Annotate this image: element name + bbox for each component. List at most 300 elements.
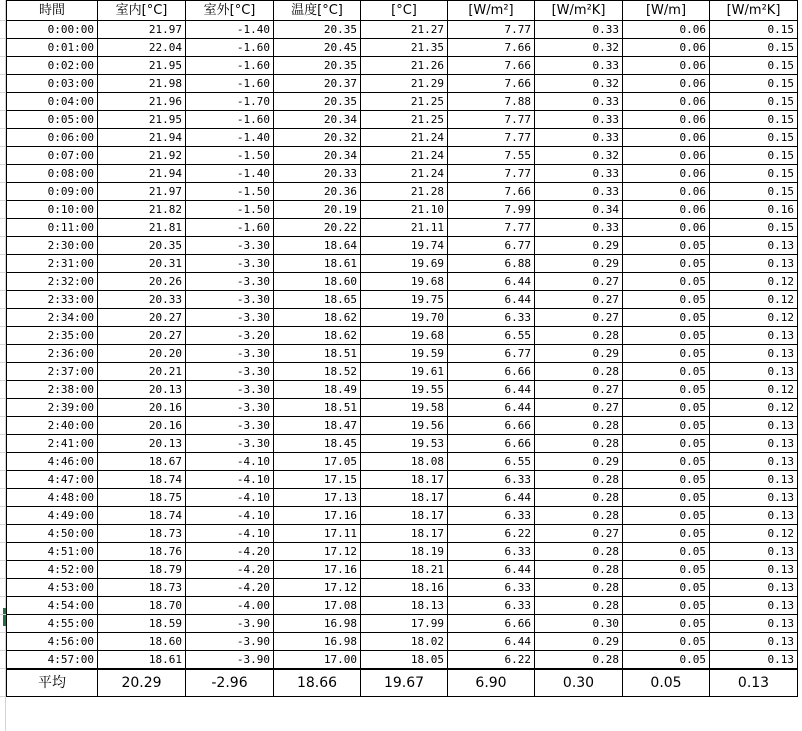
value-cell[interactable]: 6.66 [448,363,535,381]
value-cell[interactable]: 17.16 [274,507,361,525]
time-cell[interactable]: 2:35:00 [7,327,98,345]
value-cell[interactable]: 21.25 [361,111,448,129]
column-header[interactable]: [W/m²K] [535,1,623,21]
value-cell[interactable]: 21.10 [361,201,448,219]
value-cell[interactable]: -1.50 [186,201,274,219]
value-cell[interactable]: 6.88 [448,255,535,273]
value-cell[interactable]: 0.06 [623,75,710,93]
value-cell[interactable]: 18.16 [361,579,448,597]
value-cell[interactable]: 0.05 [623,579,710,597]
value-cell[interactable]: 0.15 [710,75,798,93]
value-cell[interactable]: 0.05 [623,363,710,381]
value-cell[interactable]: 20.36 [274,183,361,201]
value-cell[interactable]: 0.13 [710,633,798,651]
value-cell[interactable]: 21.81 [98,219,186,237]
value-cell[interactable]: 21.25 [361,93,448,111]
value-cell[interactable]: 0.15 [710,165,798,183]
value-cell[interactable]: 18.73 [98,525,186,543]
value-cell[interactable]: 6.44 [448,399,535,417]
value-cell[interactable]: 0.15 [710,111,798,129]
value-cell[interactable]: 18.59 [98,615,186,633]
time-cell[interactable]: 2:39:00 [7,399,98,417]
value-cell[interactable]: -4.20 [186,579,274,597]
value-cell[interactable]: 18.17 [361,507,448,525]
value-cell[interactable]: 7.66 [448,57,535,75]
value-cell[interactable]: 7.77 [448,111,535,129]
time-cell[interactable]: 2:40:00 [7,417,98,435]
value-cell[interactable]: 6.66 [448,417,535,435]
value-cell[interactable]: 0.13 [710,453,798,471]
value-cell[interactable]: 21.28 [361,183,448,201]
value-cell[interactable]: 0.15 [710,21,798,39]
value-cell[interactable]: 0.13 [710,237,798,255]
value-cell[interactable]: 21.29 [361,75,448,93]
value-cell[interactable]: 6.44 [448,561,535,579]
average-cell[interactable]: 19.67 [361,669,448,697]
value-cell[interactable]: 19.68 [361,273,448,291]
value-cell[interactable]: 17.12 [274,543,361,561]
value-cell[interactable]: 18.67 [98,453,186,471]
average-cell[interactable]: -2.96 [186,669,274,697]
time-cell[interactable]: 2:32:00 [7,273,98,291]
value-cell[interactable]: 21.24 [361,129,448,147]
value-cell[interactable]: 22.04 [98,39,186,57]
time-cell[interactable]: 0:01:00 [7,39,98,57]
value-cell[interactable]: 20.19 [274,201,361,219]
value-cell[interactable]: 0.12 [710,525,798,543]
value-cell[interactable]: 6.22 [448,525,535,543]
value-cell[interactable]: 0.05 [623,345,710,363]
value-cell[interactable]: -1.60 [186,219,274,237]
time-cell[interactable]: 2:30:00 [7,237,98,255]
value-cell[interactable]: 6.77 [448,345,535,363]
value-cell[interactable]: 19.59 [361,345,448,363]
value-cell[interactable]: 0.05 [623,525,710,543]
value-cell[interactable]: 20.27 [98,327,186,345]
value-cell[interactable]: 21.92 [98,147,186,165]
value-cell[interactable]: 0.33 [535,111,623,129]
time-cell[interactable]: 4:50:00 [7,525,98,543]
value-cell[interactable]: 18.02 [361,633,448,651]
value-cell[interactable]: 21.95 [98,57,186,75]
average-cell[interactable]: 20.29 [98,669,186,697]
value-cell[interactable]: 0.12 [710,291,798,309]
value-cell[interactable]: 20.16 [98,417,186,435]
value-cell[interactable]: 0.28 [535,435,623,453]
value-cell[interactable]: 18.61 [274,255,361,273]
value-cell[interactable]: -3.30 [186,255,274,273]
value-cell[interactable]: 20.34 [274,111,361,129]
value-cell[interactable]: 7.88 [448,93,535,111]
value-cell[interactable]: 6.22 [448,651,535,670]
value-cell[interactable]: 0.15 [710,129,798,147]
time-cell[interactable]: 4:57:00 [7,651,98,670]
value-cell[interactable]: 0.33 [535,165,623,183]
value-cell[interactable]: 0.13 [710,435,798,453]
value-cell[interactable]: 0.06 [623,39,710,57]
value-cell[interactable]: 18.75 [98,489,186,507]
value-cell[interactable]: 0.33 [535,183,623,201]
value-cell[interactable]: 18.49 [274,381,361,399]
value-cell[interactable]: 0.29 [535,255,623,273]
time-cell[interactable]: 0:07:00 [7,147,98,165]
value-cell[interactable]: 0.28 [535,561,623,579]
value-cell[interactable]: -1.40 [186,165,274,183]
time-cell[interactable]: 0:06:00 [7,129,98,147]
value-cell[interactable]: 21.94 [98,165,186,183]
value-cell[interactable]: 21.82 [98,201,186,219]
value-cell[interactable]: -3.30 [186,381,274,399]
value-cell[interactable]: 0.27 [535,309,623,327]
value-cell[interactable]: 6.33 [448,471,535,489]
value-cell[interactable]: -1.50 [186,183,274,201]
value-cell[interactable]: 0.27 [535,381,623,399]
value-cell[interactable]: 6.33 [448,507,535,525]
value-cell[interactable]: 17.16 [274,561,361,579]
value-cell[interactable]: 21.24 [361,165,448,183]
time-cell[interactable]: 4:51:00 [7,543,98,561]
value-cell[interactable]: 0.05 [623,453,710,471]
value-cell[interactable]: 0.33 [535,219,623,237]
time-cell[interactable]: 0:05:00 [7,111,98,129]
value-cell[interactable]: 18.19 [361,543,448,561]
value-cell[interactable]: 7.77 [448,219,535,237]
value-cell[interactable]: 0.05 [623,543,710,561]
value-cell[interactable]: 0.12 [710,309,798,327]
value-cell[interactable]: 0.34 [535,201,623,219]
value-cell[interactable]: 18.60 [98,633,186,651]
value-cell[interactable]: -1.40 [186,129,274,147]
value-cell[interactable]: -1.40 [186,21,274,39]
time-cell[interactable]: 2:38:00 [7,381,98,399]
value-cell[interactable]: 0.27 [535,399,623,417]
average-cell[interactable]: 0.30 [535,669,623,697]
value-cell[interactable]: 0.16 [710,201,798,219]
value-cell[interactable]: 0.33 [535,21,623,39]
value-cell[interactable]: 18.70 [98,597,186,615]
value-cell[interactable]: 21.94 [98,129,186,147]
value-cell[interactable]: 19.61 [361,363,448,381]
value-cell[interactable]: 0.06 [623,93,710,111]
value-cell[interactable]: 18.21 [361,561,448,579]
value-cell[interactable]: 0.06 [623,183,710,201]
value-cell[interactable]: 0.32 [535,147,623,165]
value-cell[interactable]: 20.31 [98,255,186,273]
value-cell[interactable]: 20.27 [98,309,186,327]
value-cell[interactable]: 20.37 [274,75,361,93]
value-cell[interactable]: 19.70 [361,309,448,327]
value-cell[interactable]: 7.77 [448,165,535,183]
value-cell[interactable]: -3.30 [186,435,274,453]
value-cell[interactable]: 0.29 [535,453,623,471]
value-cell[interactable]: 18.51 [274,345,361,363]
time-cell[interactable]: 2:34:00 [7,309,98,327]
value-cell[interactable]: 0.05 [623,237,710,255]
value-cell[interactable]: 18.13 [361,597,448,615]
value-cell[interactable]: 20.26 [98,273,186,291]
time-cell[interactable]: 4:56:00 [7,633,98,651]
value-cell[interactable]: 0.28 [535,417,623,435]
value-cell[interactable]: -1.50 [186,147,274,165]
value-cell[interactable]: 17.12 [274,579,361,597]
value-cell[interactable]: 0.05 [623,399,710,417]
value-cell[interactable]: 19.68 [361,327,448,345]
value-cell[interactable]: 17.05 [274,453,361,471]
value-cell[interactable]: 6.55 [448,453,535,471]
value-cell[interactable]: 21.96 [98,93,186,111]
value-cell[interactable]: -3.30 [186,399,274,417]
time-cell[interactable]: 4:53:00 [7,579,98,597]
value-cell[interactable]: 18.74 [98,471,186,489]
value-cell[interactable]: 18.62 [274,327,361,345]
time-cell[interactable]: 2:37:00 [7,363,98,381]
value-cell[interactable]: 0.30 [535,615,623,633]
value-cell[interactable]: -4.00 [186,597,274,615]
value-cell[interactable]: 6.44 [448,633,535,651]
value-cell[interactable]: 0.05 [623,507,710,525]
value-cell[interactable]: 18.52 [274,363,361,381]
value-cell[interactable]: -3.30 [186,291,274,309]
average-cell[interactable]: 6.90 [448,669,535,697]
value-cell[interactable]: 0.33 [535,93,623,111]
value-cell[interactable]: 0.05 [623,471,710,489]
value-cell[interactable]: -4.20 [186,543,274,561]
value-cell[interactable]: -1.70 [186,93,274,111]
value-cell[interactable]: 6.44 [448,273,535,291]
time-cell[interactable]: 0:03:00 [7,75,98,93]
value-cell[interactable]: 0.13 [710,345,798,363]
value-cell[interactable]: 17.00 [274,651,361,670]
value-cell[interactable]: -3.30 [186,417,274,435]
value-cell[interactable]: 18.74 [98,507,186,525]
value-cell[interactable]: 16.98 [274,615,361,633]
value-cell[interactable]: 6.33 [448,309,535,327]
time-cell[interactable]: 0:02:00 [7,57,98,75]
value-cell[interactable]: 0.28 [535,597,623,615]
value-cell[interactable]: 0.05 [623,633,710,651]
value-cell[interactable]: 17.13 [274,489,361,507]
value-cell[interactable]: 0.27 [535,291,623,309]
value-cell[interactable]: 0.29 [535,345,623,363]
value-cell[interactable]: 18.17 [361,525,448,543]
value-cell[interactable]: 7.99 [448,201,535,219]
column-header[interactable]: 室内[°C] [98,1,186,21]
time-cell[interactable]: 0:09:00 [7,183,98,201]
column-header[interactable]: 室外[°C] [186,1,274,21]
value-cell[interactable]: 18.17 [361,489,448,507]
value-cell[interactable]: 20.35 [98,237,186,255]
value-cell[interactable]: -4.10 [186,453,274,471]
value-cell[interactable]: 21.95 [98,111,186,129]
value-cell[interactable]: 0.15 [710,39,798,57]
value-cell[interactable]: -4.10 [186,507,274,525]
value-cell[interactable]: 18.79 [98,561,186,579]
value-cell[interactable]: 0.13 [710,417,798,435]
time-cell[interactable]: 4:52:00 [7,561,98,579]
value-cell[interactable]: 0.05 [623,273,710,291]
value-cell[interactable]: 20.33 [98,291,186,309]
value-cell[interactable]: 0.06 [623,21,710,39]
value-cell[interactable]: 0.28 [535,579,623,597]
column-header[interactable]: 時間 [7,1,98,21]
value-cell[interactable]: 0.05 [623,327,710,345]
value-cell[interactable]: 20.13 [98,435,186,453]
value-cell[interactable]: 16.98 [274,633,361,651]
value-cell[interactable]: 0.06 [623,129,710,147]
value-cell[interactable]: 0.15 [710,183,798,201]
value-cell[interactable]: 20.21 [98,363,186,381]
time-cell[interactable]: 0:11:00 [7,219,98,237]
value-cell[interactable]: 21.11 [361,219,448,237]
value-cell[interactable]: 20.13 [98,381,186,399]
value-cell[interactable]: 20.20 [98,345,186,363]
value-cell[interactable]: 0.06 [623,147,710,165]
value-cell[interactable]: 0.29 [535,633,623,651]
time-cell[interactable]: 0:08:00 [7,165,98,183]
value-cell[interactable]: 6.66 [448,615,535,633]
value-cell[interactable]: 18.60 [274,273,361,291]
value-cell[interactable]: 6.44 [448,381,535,399]
value-cell[interactable]: 0.28 [535,471,623,489]
value-cell[interactable]: 21.24 [361,147,448,165]
value-cell[interactable]: -3.30 [186,309,274,327]
value-cell[interactable]: 18.73 [98,579,186,597]
value-cell[interactable]: 0.05 [623,291,710,309]
value-cell[interactable]: 20.16 [98,399,186,417]
value-cell[interactable]: 18.05 [361,651,448,670]
column-header[interactable]: [W/m²K] [710,1,798,21]
value-cell[interactable]: 6.77 [448,237,535,255]
value-cell[interactable]: -4.10 [186,471,274,489]
value-cell[interactable]: 0.28 [535,327,623,345]
value-cell[interactable]: 6.33 [448,597,535,615]
value-cell[interactable]: 0.13 [710,507,798,525]
value-cell[interactable]: 0.13 [710,651,798,670]
value-cell[interactable]: 0.05 [623,309,710,327]
value-cell[interactable]: 0.12 [710,273,798,291]
column-header[interactable]: [W/m²] [448,1,535,21]
value-cell[interactable]: 0.05 [623,489,710,507]
value-cell[interactable]: 18.47 [274,417,361,435]
value-cell[interactable]: 20.45 [274,39,361,57]
value-cell[interactable]: 0.27 [535,525,623,543]
value-cell[interactable]: 0.06 [623,111,710,129]
value-cell[interactable]: 7.55 [448,147,535,165]
value-cell[interactable]: -4.10 [186,525,274,543]
value-cell[interactable]: 0.12 [710,381,798,399]
value-cell[interactable]: 7.77 [448,21,535,39]
value-cell[interactable]: 18.76 [98,543,186,561]
value-cell[interactable]: -3.90 [186,651,274,670]
value-cell[interactable]: 7.66 [448,75,535,93]
value-cell[interactable]: 18.17 [361,471,448,489]
value-cell[interactable]: 0.15 [710,147,798,165]
time-cell[interactable]: 2:33:00 [7,291,98,309]
value-cell[interactable]: 0.28 [535,507,623,525]
value-cell[interactable]: 0.13 [710,327,798,345]
value-cell[interactable]: 0.06 [623,57,710,75]
time-cell[interactable]: 4:48:00 [7,489,98,507]
value-cell[interactable]: -1.60 [186,57,274,75]
value-cell[interactable]: 0.15 [710,57,798,75]
value-cell[interactable]: -3.30 [186,345,274,363]
value-cell[interactable]: 0.13 [710,255,798,273]
value-cell[interactable]: 0.13 [710,597,798,615]
value-cell[interactable]: 0.05 [623,381,710,399]
value-cell[interactable]: 0.28 [535,363,623,381]
value-cell[interactable]: 20.35 [274,93,361,111]
value-cell[interactable]: 0.29 [535,237,623,255]
time-cell[interactable]: 0:00:00 [7,21,98,39]
value-cell[interactable]: 0.05 [623,615,710,633]
value-cell[interactable]: 21.97 [98,183,186,201]
value-cell[interactable]: 20.32 [274,129,361,147]
value-cell[interactable]: 7.77 [448,129,535,147]
value-cell[interactable]: 0.28 [535,489,623,507]
value-cell[interactable]: -3.20 [186,327,274,345]
average-cell[interactable]: 18.66 [274,669,361,697]
value-cell[interactable]: 21.98 [98,75,186,93]
value-cell[interactable]: 19.58 [361,399,448,417]
value-cell[interactable]: 6.33 [448,579,535,597]
average-label[interactable]: 平均 [7,669,98,697]
value-cell[interactable]: 19.74 [361,237,448,255]
value-cell[interactable]: 0.05 [623,255,710,273]
value-cell[interactable]: 21.97 [98,21,186,39]
value-cell[interactable]: 19.56 [361,417,448,435]
time-cell[interactable]: 2:41:00 [7,435,98,453]
value-cell[interactable]: 0.33 [535,129,623,147]
column-header[interactable]: [W/m] [623,1,710,21]
time-cell[interactable]: 4:46:00 [7,453,98,471]
value-cell[interactable]: 20.22 [274,219,361,237]
value-cell[interactable]: 18.65 [274,291,361,309]
value-cell[interactable]: 17.11 [274,525,361,543]
value-cell[interactable]: 0.13 [710,471,798,489]
value-cell[interactable]: 0.13 [710,489,798,507]
value-cell[interactable]: 17.15 [274,471,361,489]
value-cell[interactable]: -3.90 [186,615,274,633]
value-cell[interactable]: 0.05 [623,561,710,579]
time-cell[interactable]: 4:49:00 [7,507,98,525]
value-cell[interactable]: 20.34 [274,147,361,165]
value-cell[interactable]: -4.10 [186,489,274,507]
time-cell[interactable]: 0:04:00 [7,93,98,111]
value-cell[interactable]: 0.13 [710,561,798,579]
value-cell[interactable]: 0.06 [623,201,710,219]
value-cell[interactable]: 18.64 [274,237,361,255]
value-cell[interactable]: -4.20 [186,561,274,579]
value-cell[interactable]: -3.90 [186,633,274,651]
value-cell[interactable]: 0.13 [710,615,798,633]
value-cell[interactable]: 20.33 [274,165,361,183]
value-cell[interactable]: 18.08 [361,453,448,471]
value-cell[interactable]: 19.69 [361,255,448,273]
value-cell[interactable]: 17.99 [361,615,448,633]
value-cell[interactable]: 0.05 [623,597,710,615]
value-cell[interactable]: 6.33 [448,543,535,561]
value-cell[interactable]: 6.44 [448,291,535,309]
value-cell[interactable]: 7.66 [448,39,535,57]
time-cell[interactable]: 0:10:00 [7,201,98,219]
value-cell[interactable]: 0.33 [535,57,623,75]
value-cell[interactable]: 6.44 [448,489,535,507]
value-cell[interactable]: 0.28 [535,651,623,670]
value-cell[interactable]: 20.35 [274,57,361,75]
time-cell[interactable]: 2:31:00 [7,255,98,273]
value-cell[interactable]: 21.26 [361,57,448,75]
value-cell[interactable]: 0.13 [710,543,798,561]
